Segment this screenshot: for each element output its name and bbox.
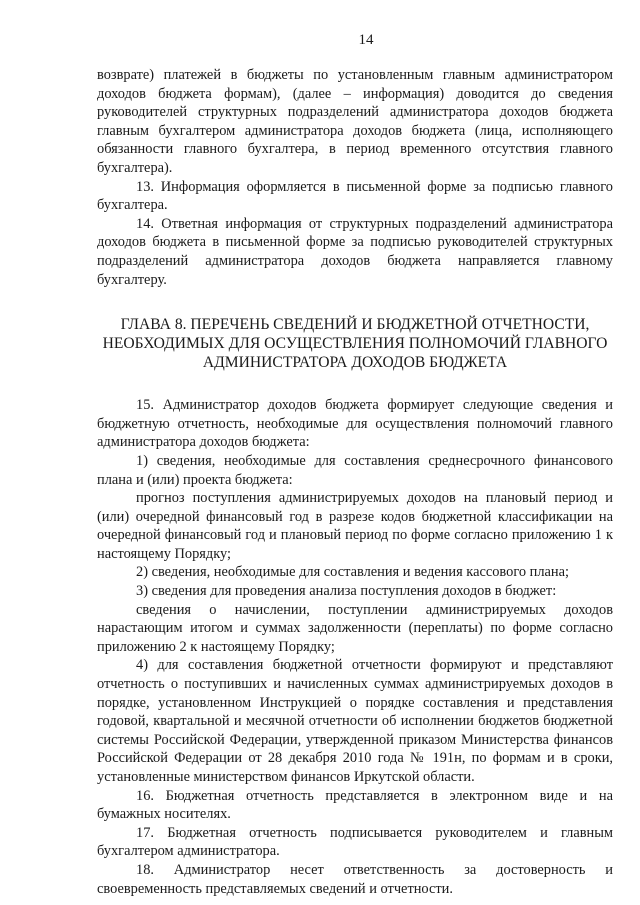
chapter-heading-line-2: НЕОБХОДИМЫХ ДЛЯ ОСУЩЕСТВЛЕНИЯ ПОЛНОМОЧИЙ ГЛАВНОГО — [102, 335, 608, 353]
paragraph-15-item-1-forecast: прогноз поступления администрируемых доходов на плановый период и (или) очередной финансовый год в разрезе кодов бюджетной классификации на очередной финансовый год и плановый период по форме согласно приложению 1 к настоящему Порядку; — [97, 490, 613, 562]
paragraph-15-item-3: 3) сведения для проведения анализа поступления доходов в бюджет: — [136, 583, 557, 600]
paragraph-17: 17. Бюджетная отчетность подписывается руководителем и главным бухгалтером администратора. — [97, 824, 613, 860]
intro-paragraph: возврате) платежей в бюджеты по установленным главным администратором доходов бюджета формам), (далее – информация) доводится до сведения руководителей структурных подразделений администратора доходов бюджета главным бухгалтером администратора доходов бюджета (лица, исполняющего обязанности главного бухгалтера, в период временного отсутствия главного бухгалтера). — [97, 67, 613, 176]
paragraph-15-item-1: 1) сведения, необходимые для составления среднесрочного финансового плана и (или) проекта бюджета: — [97, 452, 613, 488]
document-body — [97, 66, 613, 898]
chapter-heading-line-1: ГЛАВА 8. ПЕРЕЧЕНЬ СВЕДЕНИЙ И БЮДЖЕТНОЙ ОТЧЕТНОСТИ, — [120, 316, 590, 334]
paragraph-15: 15. Администратор доходов бюджета формирует следующие сведения и бюджетную отчетность, необходимые для осуществления полномочий главного администратора доходов бюджета: — [97, 397, 613, 451]
paragraph-16: 16. Бюджетная отчетность представляется в электронном виде и на бумажных носителях. — [97, 787, 613, 823]
paragraph-13: 13. Информация оформляется в письменной форме за подписью главного бухгалтера. — [97, 178, 613, 214]
paragraph-14: 14. Ответная информация от структурных подразделений администратора доходов бюджета в письменной форме за подписью руководителей структурных подразделений администратора доходов бюджета направляется главному бухгалтеру. — [97, 215, 613, 288]
paragraph-15-item-4: 4) для составления бюджетной отчетности формируют и представляют отчетность о поступивших и начисленных суммах администрируемых доходов в порядке, установленном Инструкцией о порядке составления и представления годовой, квартальной и месячной отчетности об исполнении бюджетов бюджетной системы Российской Федерации, утвержденной приказом Министерства финансов Российской Федерации от 28 декабря 2010 года № 191н, по формам и в сроки, установленные министерством финансов Иркутской области. — [97, 657, 613, 785]
paragraph-18: 18. Администратор несет ответственность за достоверность и своевременность представляемых сведений и отчетности. — [97, 861, 613, 897]
page-number: 14 — [358, 32, 374, 48]
chapter-heading — [101, 315, 609, 372]
paragraph-15-item-3-details: сведения о начислении, поступлении администрируемых доходов нарастающим итогом и суммах задолженности (переплаты) по форме согласно приложению 2 к настоящему Порядку; — [97, 601, 613, 655]
chapter-heading-line-3: АДМИНИСТРАТОРА ДОХОДОВ БЮДЖЕТА — [202, 354, 508, 372]
paragraph-15-item-2: 2) сведения, необходимые для составления и ведения кассового плана; — [136, 564, 570, 581]
